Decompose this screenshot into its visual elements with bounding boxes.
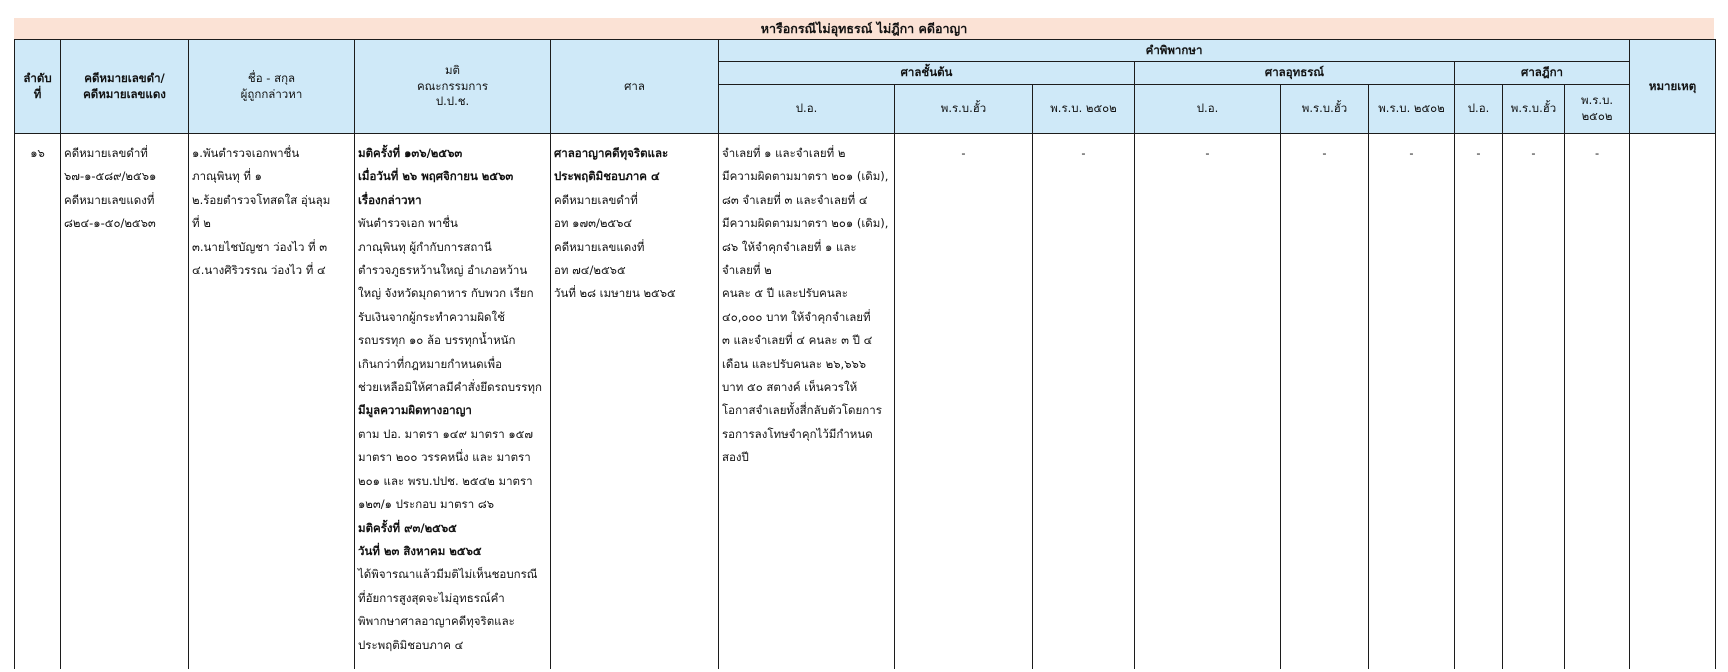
row-judgment-fc-po — [719, 134, 895, 670]
court-line: คดีหมายเลขแดงที่ — [554, 239, 645, 254]
header-line: ๒๕๐๒ — [1581, 109, 1613, 123]
resolution-line: ประพฤติมิชอบภาค ๔ — [358, 637, 464, 652]
row-ac-prb2502: - — [1369, 134, 1455, 670]
defendant-line: ๓.นายไชบัญชา ว่องไว ที่ ๓ — [192, 239, 328, 254]
row-fc-prb2502: - — [1033, 134, 1135, 670]
header-line: คณะกรรมการ — [416, 78, 489, 93]
judgment-line: รอการลงโทษจำคุกไว้มีกำหนด — [722, 426, 873, 441]
case-table — [14, 39, 1716, 669]
resolution-line: ๑๒๓/๑ ประกอบ มาตรา ๘๖ — [358, 497, 495, 512]
header-case-no — [61, 40, 189, 134]
judgment-line: จำเลยที่ ๑ และจำเลยที่ ๒ — [722, 146, 846, 160]
resolution-line: มาตรา ๒๐๐ วรรคหนึ่ง และ มาตรา — [358, 450, 531, 465]
resolution-line: มติครั้งที่ ๙๓/๒๕๖๕ — [358, 520, 457, 535]
header-court: ศาล — [551, 40, 719, 134]
judgment-line: เดือน และปรับคนละ ๒๖,๖๖๖ — [722, 356, 867, 371]
judgment-line: บาท ๕๐ สตางค์ เห็นควรให้ — [722, 380, 858, 395]
court-line: อท ๑๗๓/๒๕๖๔ — [554, 216, 633, 231]
resolution-line: รับเงินจากผู้กระทำความผิดใช้ — [358, 309, 505, 324]
resolution-line: ๒๐๑ และ พรบ.ปปช. ๒๕๔๒ มาตรา — [358, 473, 533, 488]
header-seq — [15, 40, 61, 134]
header-sc-prb2502 — [1565, 85, 1630, 134]
case-no-line: ๖๗-๑-๕๘๙/๒๕๖๑ — [64, 169, 157, 184]
resolution-line: เมื่อวันที่ ๒๖ พฤศจิกายน ๒๕๖๓ — [358, 169, 514, 184]
row-seq: ๑๖ — [15, 134, 61, 670]
header-ac-prb-old: พ.ร.บ.ฮั้ว — [1281, 85, 1369, 134]
court-line: คดีหมายเลขดำที่ — [554, 192, 638, 207]
row-remarks — [1630, 134, 1716, 670]
resolution-line: เกินกว่าที่กฎหมายกำหนดเพื่อ — [358, 356, 503, 371]
header-line: มติ — [444, 63, 461, 78]
header-name — [189, 40, 355, 134]
header-line: ลำดับ — [23, 70, 52, 85]
header-fc-po: ป.อ. — [719, 85, 895, 134]
sheet-title: หารือกรณีไม่อุทธรณ์ ไม่ฎีกา คดีอาญา — [14, 18, 1714, 39]
resolution-line: ใหญ่ จังหวัดมุกดาหาร กับพวก เรียก — [358, 286, 534, 301]
judgment-line: ๓ และจำเลยที่ ๔ คนละ ๓ ปี ๔ — [722, 333, 873, 348]
court-line: ศาลอาญาคดีทุจริตและ — [554, 146, 669, 160]
defendant-line: ภาณุพินทุ ที่ ๑ — [192, 169, 262, 184]
header-remarks: หมายเหตุ — [1630, 40, 1716, 134]
row-sc-prb2502: - — [1565, 134, 1630, 670]
header-sc-po: ป.อ. — [1455, 85, 1503, 134]
judgment-line: มีความผิดตามมาตรา ๒๐๑ (เดิม), — [722, 216, 889, 231]
judgment-line: โอกาสจำเลยทั้งสี่กลับตัวโดยการ — [722, 403, 882, 418]
row-sc-prb-old: - — [1503, 134, 1565, 670]
resolution-line: มติครั้งที่ ๑๓๖/๒๕๖๓ — [358, 146, 463, 160]
header-fc-prb2502: พ.ร.บ. ๒๕๐๒ — [1033, 85, 1135, 134]
row-ac-po: - — [1135, 134, 1281, 670]
resolution-line: ตำรวจภูธรหว้านใหญ่ อำเภอหว้าน — [358, 263, 528, 278]
resolution-line: ตาม ปอ. มาตรา ๑๔๙ มาตรา ๑๕๗ — [358, 426, 534, 441]
table-row — [15, 134, 1716, 670]
defendant-line: ๒.ร้อยตำรวจโทสดใส อุ่นลุม — [192, 192, 331, 207]
defendant-line: ๔.นางศิริวรรณ ว่องไว ที่ ๔ — [192, 263, 326, 278]
header-ac-po: ป.อ. — [1135, 85, 1281, 134]
row-case-no — [61, 134, 189, 670]
row-ac-prb-old: - — [1281, 134, 1369, 670]
judgment-line: มีความผิดตามมาตรา ๒๐๑ (เดิม), — [722, 169, 889, 184]
judgment-line: สองปี — [722, 450, 749, 465]
judgment-line: จำเลยที่ ๒ — [722, 263, 772, 278]
court-line: ประพฤติมิชอบภาค ๔ — [554, 169, 660, 184]
judgment-line: ๘๓ จำเลยที่ ๓ และจำเลยที่ ๔ — [722, 192, 868, 207]
resolution-line: มีมูลความผิดทางอาญา — [358, 403, 472, 418]
resolution-line: พิพากษาศาลอาญาคดีทุจริตและ — [358, 614, 515, 629]
court-line: อท ๗๔/๒๕๖๕ — [554, 263, 626, 278]
judgment-line: ๘๖ ให้จำคุกจำเลยที่ ๑ และ — [722, 239, 857, 254]
header-line: ผู้ถูกกล่าวหา — [240, 86, 303, 101]
judgment-line: คนละ ๕ ปี และปรับคนละ — [722, 286, 848, 301]
defendant-line: ๑.พันตำรวจเอกพาชื่น — [192, 146, 300, 160]
resolution-line: ที่อัยการสูงสุดจะไม่อุทธรณ์คำ — [358, 590, 505, 605]
resolution-line: พันตำรวจเอก พาชื่น — [358, 216, 458, 231]
header-line: คดีหมายเลขแดง — [83, 86, 166, 101]
header-line: คดีหมายเลขดำ/ — [84, 70, 165, 85]
row-sc-po: - — [1455, 134, 1503, 670]
header-resolution — [355, 40, 551, 134]
header-first-court: ศาลชั้นต้น — [719, 62, 1135, 85]
row-court — [551, 134, 719, 670]
resolution-line: ได้พิจารณาแล้วมีมติไม่เห็นชอบกรณี — [358, 567, 538, 582]
row-fc-prb-old: - — [895, 134, 1033, 670]
header-line: ที่ — [33, 86, 42, 101]
judgment-line: ๔๐,๐๐๐ บาท ให้จำคุกจำเลยที่ — [722, 309, 871, 324]
header-line: ป.ป.ช. — [435, 94, 470, 109]
resolution-line: ช่วยเหลือมิให้ศาลมีคำสั่งยึดรถบรรทุก — [358, 380, 542, 395]
resolution-line: เรื่องกล่าวหา — [358, 192, 422, 207]
header-appeal-court: ศาลอุทธรณ์ — [1135, 62, 1455, 85]
header-line: พ.ร.บ. — [1581, 93, 1614, 108]
case-no-line: คดีหมายเลขแดงที่ — [64, 192, 155, 207]
resolution-line: ภาณุพินทุ ผู้กำกับการสถานี — [358, 239, 492, 254]
header-sc-prb-old: พ.ร.บ.ฮั้ว — [1503, 85, 1565, 134]
resolution-line: รถบรรทุก ๑๐ ล้อ บรรทุกน้ำหนัก — [358, 333, 516, 348]
header-judgment: คำพิพากษา — [719, 40, 1630, 62]
case-no-line: ๘๒๔-๑-๕๐/๒๕๖๓ — [64, 216, 156, 231]
row-resolution — [355, 134, 551, 670]
header-line: ชื่อ - สกุล — [247, 70, 296, 85]
court-line: วันที่ ๒๘ เมษายน ๒๕๖๕ — [554, 286, 676, 301]
header-supreme-court: ศาลฎีกา — [1455, 62, 1630, 85]
resolution-line: วันที่ ๒๓ สิงหาคม ๒๕๖๕ — [358, 543, 482, 558]
case-no-line: คดีหมายเลขดำที่ — [64, 146, 148, 160]
header-ac-prb2502: พ.ร.บ. ๒๕๐๒ — [1369, 85, 1455, 134]
row-names — [189, 134, 355, 670]
header-fc-prb-old: พ.ร.บ.ฮั้ว — [895, 85, 1033, 134]
defendant-line: ที่ ๒ — [192, 216, 211, 231]
